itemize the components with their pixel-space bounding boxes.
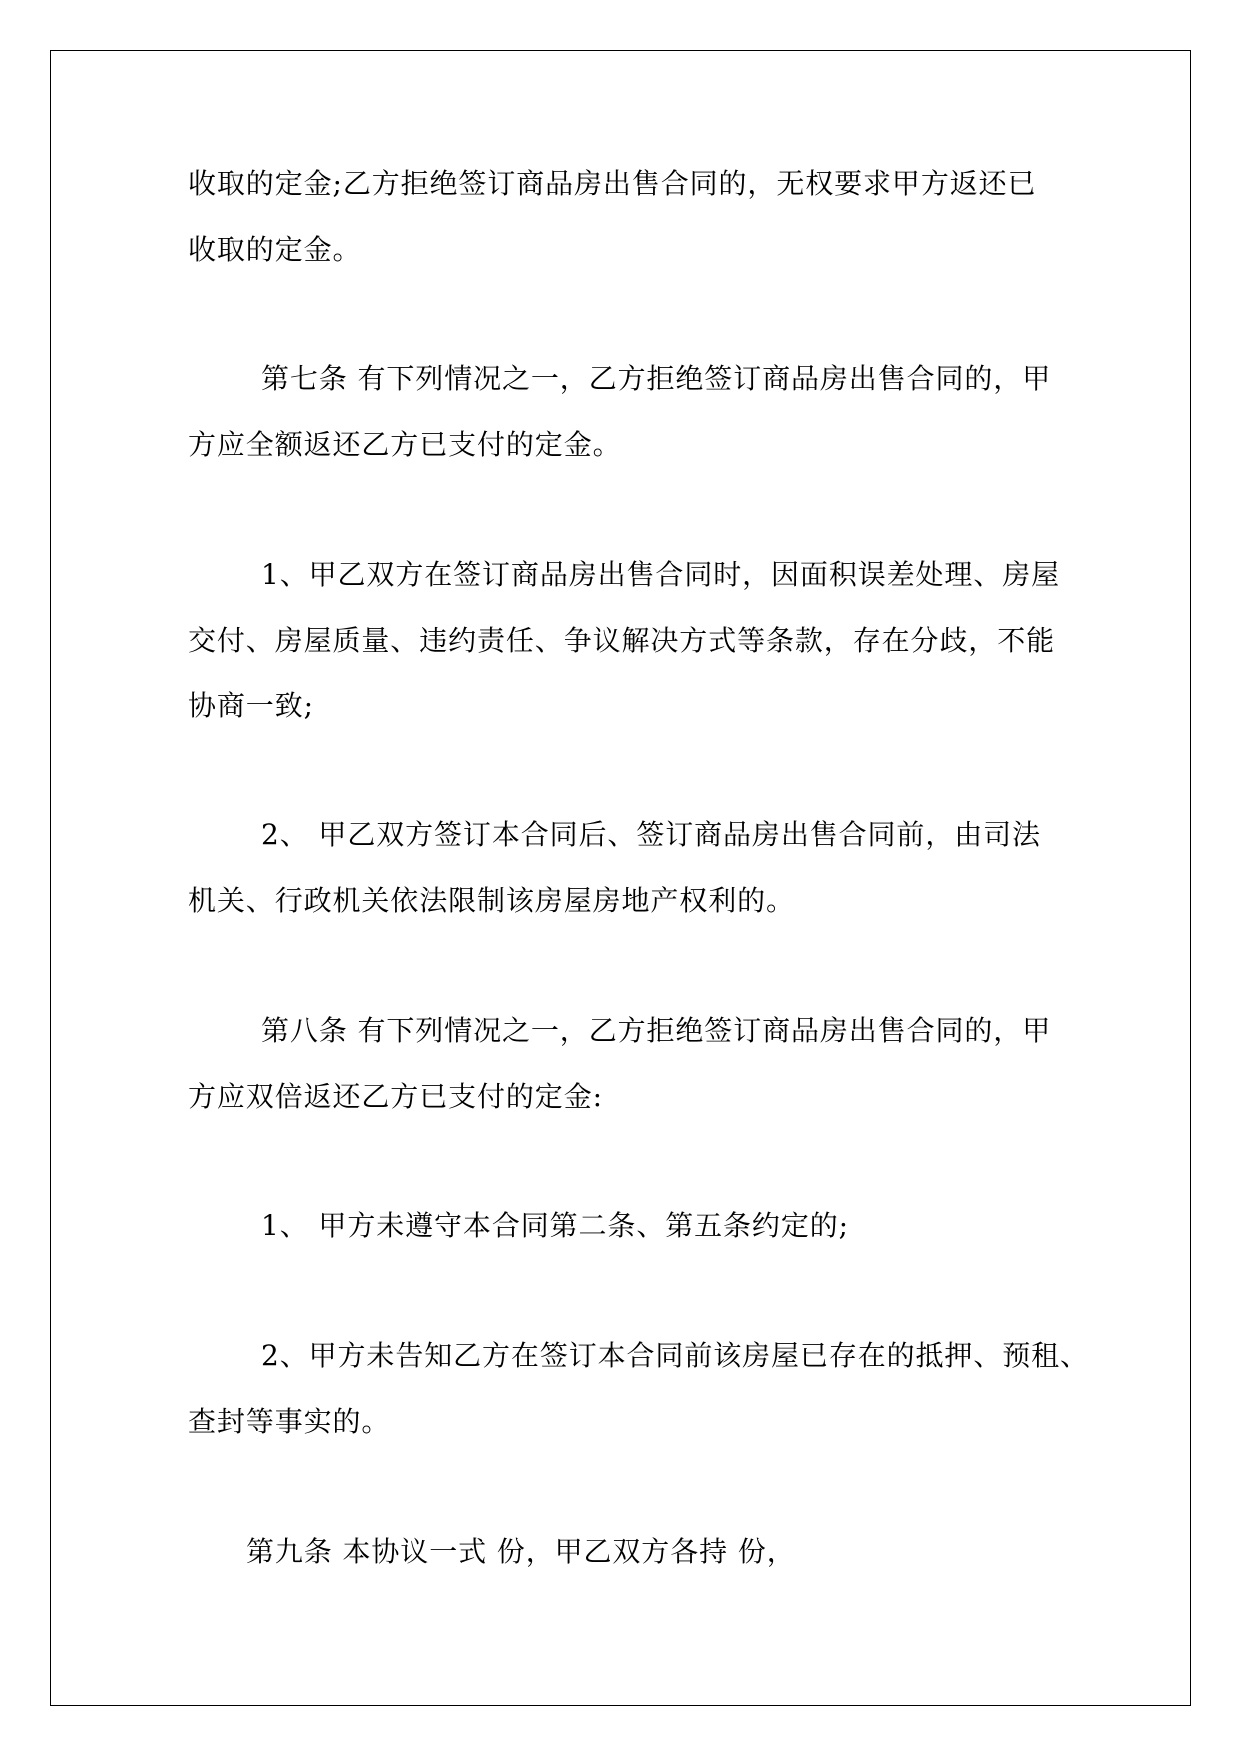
- text-line: 交付、房屋质量、违约责任、争议解决方式等条款，存在分歧，不能: [188, 624, 1056, 657]
- text-line: 收取的定金。: [188, 233, 362, 266]
- article-7-heading: 第七条 有下列情况之一，乙方拒绝签订商品房出售合同的，甲: [261, 362, 1052, 395]
- text-line: 机关、行政机关依法限制该房屋房地产权利的。: [188, 884, 795, 917]
- text-line: 协商一致;: [188, 689, 314, 722]
- list-item-1: 1、 甲方未遵守本合同第二条、第五条约定的;: [261, 1209, 849, 1242]
- text-line: 收取的定金;乙方拒绝签订商品房出售合同的，无权要求甲方返还已: [188, 167, 1037, 200]
- list-item-1: 1、甲乙双方在签订商品房出售合同时，因面积误差处理、房屋: [261, 558, 1061, 591]
- text-line: 方应全额返还乙方已支付的定金。: [188, 428, 622, 461]
- list-item-2: 2、 甲乙双方签订本合同后、签订商品房出售合同前，由司法: [261, 818, 1041, 851]
- text-line: 查封等事实的。: [188, 1405, 391, 1438]
- text-line: 方应双倍返还乙方已支付的定金:: [188, 1080, 603, 1113]
- article-9-heading: 第九条 本协议一式 份，甲乙双方各持 份，: [246, 1535, 796, 1568]
- list-item-2: 2、甲方未告知乙方在签订本合同前该房屋已存在的抵押、预租、: [261, 1339, 1089, 1372]
- article-8-heading: 第八条 有下列情况之一，乙方拒绝签订商品房出售合同的，甲: [261, 1014, 1052, 1047]
- page-border: [50, 50, 1191, 1706]
